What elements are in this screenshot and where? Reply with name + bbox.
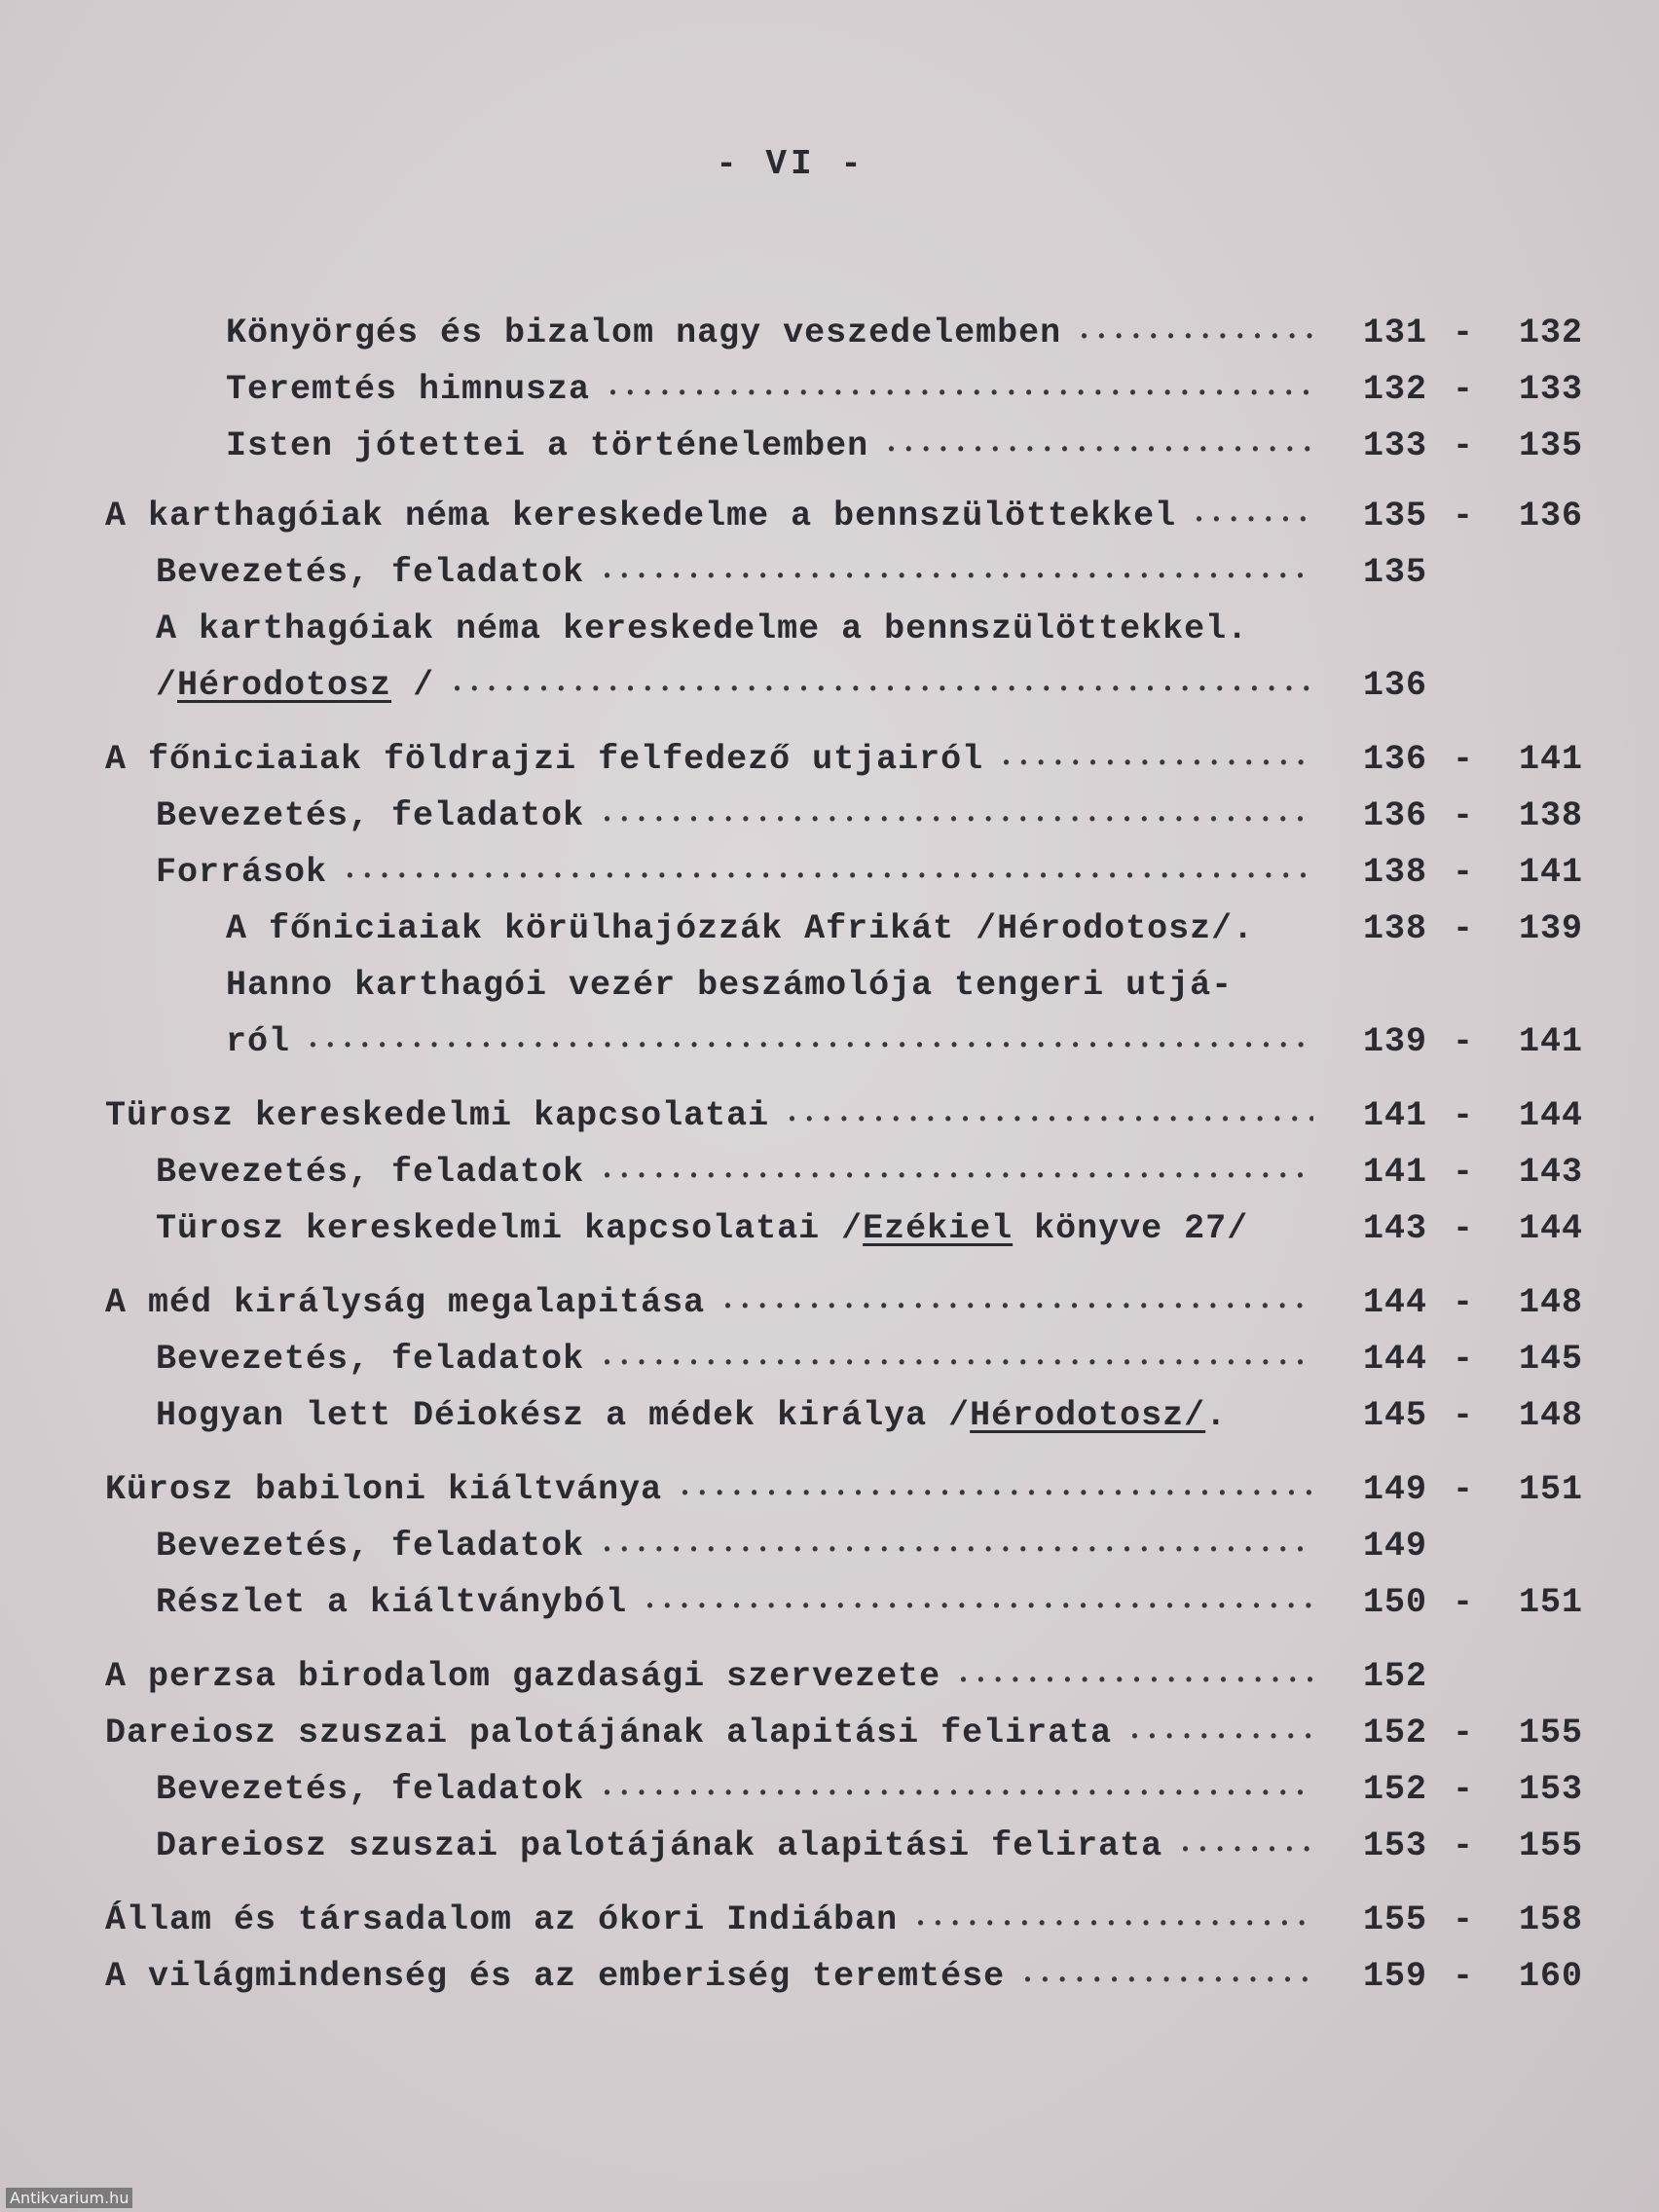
dot-leader <box>886 426 1313 465</box>
page-start: 152 <box>1363 1657 1428 1696</box>
entry-title: Dareiosz szuszai palotájának alapitási felirata <box>156 1826 1163 1865</box>
page-start: 145 <box>1363 1396 1428 1435</box>
page-end: 145 <box>1519 1340 1584 1379</box>
entry-title: A főniciaiak földrajzi felfedező utjairól <box>105 740 984 779</box>
page-end: 141 <box>1519 1022 1584 1061</box>
dot-leader <box>787 1096 1313 1135</box>
page-end: 151 <box>1519 1583 1584 1622</box>
page-end: 138 <box>1519 796 1584 835</box>
dot-leader <box>602 1153 1313 1192</box>
entry-title: Állam és társadalom az ókori Indiában <box>105 1900 899 1939</box>
page-dash: - <box>1453 370 1475 409</box>
entry-title: Bevezetés, feladatok <box>156 1527 585 1566</box>
entry-title: Bevezetés, feladatok <box>156 796 585 835</box>
entry-title: ról <box>226 1022 291 1061</box>
page-end: 136 <box>1519 497 1584 535</box>
underlined-author: Ezékiel <box>863 1209 1014 1248</box>
page-end: 144 <box>1519 1096 1584 1135</box>
page-start: 136 <box>1363 666 1428 705</box>
entry-title: A karthagóiak néma kereskedelme a bennszülöttekkel. <box>156 609 1249 648</box>
page-start: 149 <box>1363 1470 1428 1509</box>
page-dash: - <box>1453 1583 1475 1622</box>
entry-title <box>156 1209 1248 1248</box>
dot-leader <box>602 553 1313 592</box>
entry-title: Isten jótettei a történelemben <box>226 426 869 465</box>
dot-leader <box>308 1022 1313 1061</box>
title-suffix: . <box>1205 1396 1228 1435</box>
page-number: - VI - <box>716 144 866 184</box>
title-prefix: Hogyan lett Déiokész a médek királya / <box>156 1396 971 1435</box>
dot-leader <box>1001 740 1313 779</box>
page-dash: - <box>1453 740 1475 779</box>
page-start: 135 <box>1363 553 1428 592</box>
page-dash: - <box>1453 853 1475 892</box>
underlined-author: Hérodotosz/ <box>970 1396 1206 1435</box>
toc-entry <box>0 1657 1659 1706</box>
page-end: 139 <box>1519 909 1584 948</box>
dot-leader <box>722 1283 1313 1322</box>
toc-entry <box>0 1714 1659 1762</box>
entry-title: Kürosz babiloni kiáltványa <box>105 1470 663 1509</box>
title-prefix: / <box>156 666 178 705</box>
toc-entry <box>0 497 1659 545</box>
page-end: 141 <box>1519 740 1584 779</box>
entry-title: Bevezetés, feladatok <box>156 553 585 592</box>
page-dash: - <box>1453 313 1475 352</box>
page-dash: - <box>1453 1283 1475 1322</box>
toc-entry <box>0 1826 1659 1875</box>
page-end: 151 <box>1519 1470 1584 1509</box>
toc-entry <box>0 796 1659 845</box>
toc-entry-continued <box>0 609 1659 658</box>
dot-leader <box>1180 1826 1313 1865</box>
page-end: 135 <box>1519 426 1584 465</box>
page-start: 138 <box>1363 853 1428 892</box>
toc-entry <box>0 740 1659 789</box>
toc-entry <box>0 1583 1659 1632</box>
page-start: 155 <box>1363 1900 1428 1939</box>
toc-entry <box>0 1340 1659 1388</box>
page-start: 132 <box>1363 370 1428 409</box>
dot-leader <box>602 1340 1313 1379</box>
toc-entry <box>0 370 1659 419</box>
page-start: 139 <box>1363 1022 1428 1061</box>
page-start: 133 <box>1363 426 1428 465</box>
toc-entry <box>0 1022 1659 1071</box>
toc-entry <box>0 666 1659 715</box>
toc-entry <box>0 1900 1659 1949</box>
page-end: 155 <box>1519 1714 1584 1752</box>
entry-title: Bevezetés, feladatok <box>156 1153 585 1192</box>
entry-title: A világmindenség és az emberiség teremtése <box>105 1957 1006 1996</box>
page-start: 141 <box>1363 1153 1428 1192</box>
page-start: 149 <box>1363 1527 1428 1566</box>
page-start: 138 <box>1363 909 1428 948</box>
dot-leader <box>345 853 1313 892</box>
page-end: 132 <box>1519 313 1584 352</box>
page-start: 141 <box>1363 1096 1428 1135</box>
dot-leader <box>915 1900 1313 1939</box>
page-end: 160 <box>1519 1957 1584 1996</box>
underlined-author: Hérodotosz <box>177 666 392 705</box>
entry-title: Részlet a kiáltványból <box>156 1583 628 1622</box>
page-start: 153 <box>1363 1826 1428 1865</box>
dot-leader <box>1194 497 1313 535</box>
entry-title: Források <box>156 853 328 892</box>
page-dash: - <box>1453 1022 1475 1061</box>
page-end: 155 <box>1519 1826 1584 1865</box>
entry-title: Hanno karthagói vezér beszámolója tengeri utjá- <box>226 966 1234 1005</box>
entry-title: A méd királyság megalapitása <box>105 1283 706 1322</box>
toc-entry <box>0 553 1659 602</box>
entry-title: Türosz kereskedelmi kapcsolatai <box>105 1096 770 1135</box>
page-start: 159 <box>1363 1957 1428 1996</box>
page-dash: - <box>1453 1396 1475 1435</box>
entry-title: Dareiosz szuszai palotájának alapitási felirata <box>105 1714 1113 1752</box>
watermark: Antikvarium.hu <box>6 2188 132 2208</box>
page-dash: - <box>1453 1900 1475 1939</box>
page-dash: - <box>1453 1957 1475 1996</box>
toc-entry <box>0 1396 1659 1445</box>
toc-entry <box>0 1770 1659 1819</box>
dot-leader <box>1129 1714 1313 1752</box>
dot-leader <box>602 1527 1313 1566</box>
page-dash: - <box>1453 1096 1475 1135</box>
page-dash: - <box>1453 1209 1475 1248</box>
entry-title: Könyörgés és bizalom nagy veszedelemben <box>226 313 1062 352</box>
page-end: 133 <box>1519 370 1584 409</box>
title-prefix: Türosz kereskedelmi kapcsolatai / <box>156 1209 864 1248</box>
toc-entry <box>0 1096 1659 1145</box>
dot-leader <box>645 1583 1313 1622</box>
page-dash: - <box>1453 426 1475 465</box>
dot-leader <box>1022 1957 1313 1996</box>
page-dash: - <box>1453 1826 1475 1865</box>
toc-entry <box>0 1209 1659 1258</box>
entry-title: Teremtés himnusza <box>226 370 591 409</box>
entry-title: Bevezetés, feladatok <box>156 1770 585 1809</box>
toc-entry <box>0 1470 1659 1519</box>
toc-entry <box>0 1153 1659 1201</box>
toc-entry <box>0 313 1659 362</box>
page-dash: - <box>1453 796 1475 835</box>
dot-leader <box>1079 313 1313 352</box>
page-dash: - <box>1453 497 1475 535</box>
page-start: 144 <box>1363 1340 1428 1379</box>
page-end: 143 <box>1519 1153 1584 1192</box>
toc-entry <box>0 1527 1659 1575</box>
page-end: 141 <box>1519 853 1584 892</box>
page-start: 152 <box>1363 1714 1428 1752</box>
page-end: 148 <box>1519 1283 1584 1322</box>
toc-entry-continued <box>0 966 1659 1014</box>
page-start: 144 <box>1363 1283 1428 1322</box>
page-end: 148 <box>1519 1396 1584 1435</box>
page-dash: - <box>1453 1470 1475 1509</box>
page-end: 144 <box>1519 1209 1584 1248</box>
page-start: 143 <box>1363 1209 1428 1248</box>
page-start: 152 <box>1363 1770 1428 1809</box>
entry-title: A perzsa birodalom gazdasági szervezete <box>105 1657 941 1696</box>
title-suffix: / <box>391 666 435 705</box>
entry-title: A főniciaiak körülhajózzák Afrikát /Hérodotosz/. <box>226 909 1255 948</box>
toc-entry <box>0 1957 1659 2006</box>
page-dash: - <box>1453 1714 1475 1752</box>
dot-leader <box>602 796 1313 835</box>
entry-title: A karthagóiak néma kereskedelme a bennszülöttekkel <box>105 497 1177 535</box>
dot-leader <box>602 1770 1313 1809</box>
page-dash: - <box>1453 1340 1475 1379</box>
page-end: 153 <box>1519 1770 1584 1809</box>
page-start: 136 <box>1363 740 1428 779</box>
dot-leader <box>680 1470 1313 1509</box>
page-dash: - <box>1453 909 1475 948</box>
entry-title: Bevezetés, feladatok <box>156 1340 585 1379</box>
toc-entry <box>0 426 1659 475</box>
page-start: 135 <box>1363 497 1428 535</box>
page-dash: - <box>1453 1153 1475 1192</box>
entry-title <box>156 1396 1227 1435</box>
page-dash: - <box>1453 1770 1475 1809</box>
toc-entry <box>0 909 1659 958</box>
page-start: 150 <box>1363 1583 1428 1622</box>
page-start: 131 <box>1363 313 1428 352</box>
toc-entry <box>0 1283 1659 1332</box>
entry-title <box>156 666 434 705</box>
dot-leader <box>452 666 1313 705</box>
title-suffix: könyve 27/ <box>1013 1209 1249 1248</box>
dot-leader <box>958 1657 1313 1696</box>
dot-leader <box>608 370 1313 409</box>
toc-entry <box>0 853 1659 902</box>
page-end: 158 <box>1519 1900 1584 1939</box>
page-start: 136 <box>1363 796 1428 835</box>
